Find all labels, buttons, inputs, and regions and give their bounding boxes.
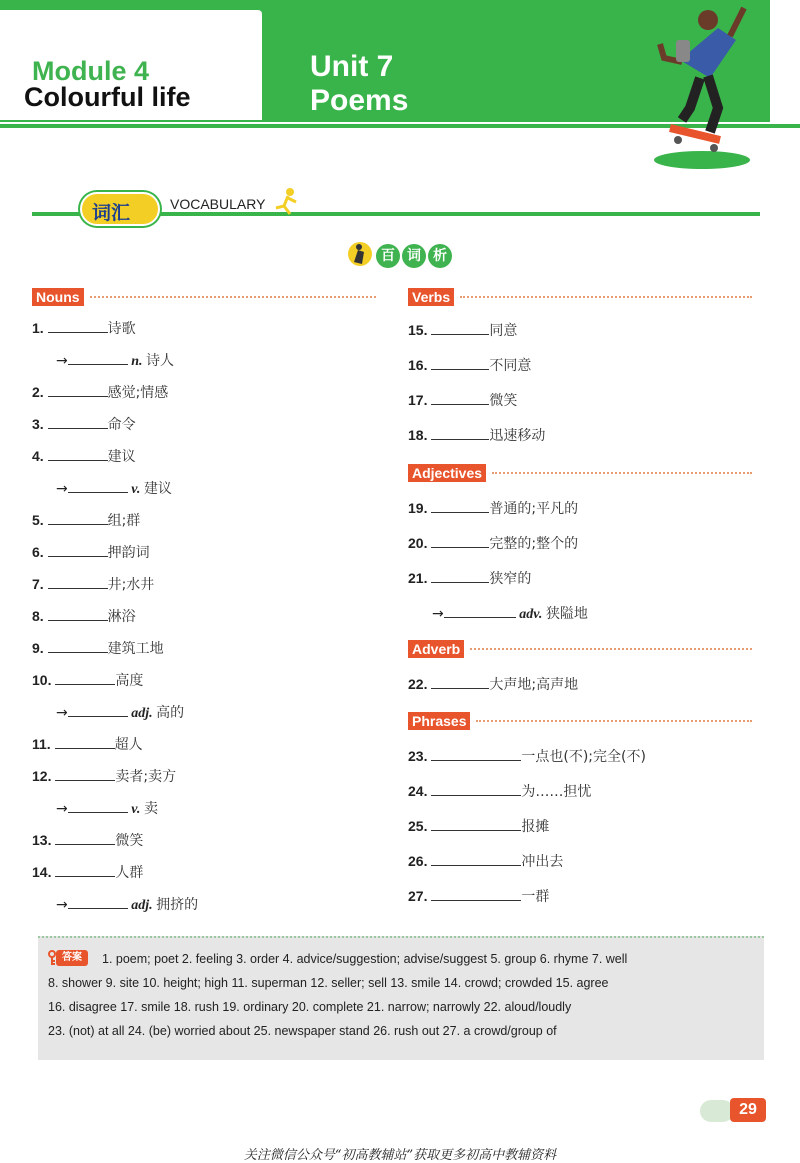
item-number: 16. [408, 357, 432, 373]
answer-line: 16. disagree 17. smile 18. rush 19. ordinary 20. complete 21. narrow; narrowly 22. aloud/loudly [48, 1000, 572, 1014]
chinese-meaning: 高度 [115, 673, 144, 689]
answer-blank[interactable] [68, 801, 128, 813]
chinese-meaning: 建议 [107, 449, 136, 465]
unit-title: Poems [310, 84, 409, 117]
unit-number: Unit 7 [310, 50, 394, 83]
chinese-meaning: 押韵词 [107, 545, 150, 561]
chinese-meaning: 命令 [107, 417, 136, 433]
answer-blank[interactable] [55, 673, 115, 685]
chinese-meaning: 为……担忧 [521, 784, 592, 800]
chinese-meaning: 卖 [143, 801, 158, 817]
vocab-item [408, 816, 549, 836]
module-title: Colourful life [24, 82, 191, 112]
vocab-item [32, 734, 143, 754]
vocab-item [408, 355, 531, 375]
chinese-meaning: 组;群 [107, 513, 141, 529]
answer-blank[interactable] [431, 323, 489, 335]
key-icon [48, 950, 56, 966]
item-number: 3. [32, 416, 48, 432]
section-phrases [408, 712, 752, 730]
runner-icon [272, 186, 302, 218]
answer-key-label: 答案 [56, 950, 88, 966]
vocab-item [408, 498, 578, 518]
answer-blank[interactable] [55, 833, 115, 845]
answer-blank[interactable] [431, 784, 521, 796]
answer-blank[interactable] [431, 571, 489, 583]
vocab-item [56, 350, 174, 370]
arrow-icon: → [56, 897, 68, 913]
answer-blank[interactable] [431, 819, 521, 831]
answer-blank[interactable] [431, 358, 489, 370]
chinese-meaning: 微笑 [115, 833, 144, 849]
item-number: 19. [408, 500, 432, 516]
answer-blank[interactable] [48, 513, 108, 525]
answer-blank[interactable] [48, 577, 108, 589]
chinese-meaning: 高的 [156, 705, 185, 721]
vocab-item [32, 414, 136, 434]
item-number: 10. [32, 672, 56, 688]
dotted-rule [470, 648, 752, 650]
chinese-meaning: 狭隘地 [545, 606, 588, 622]
vocab-item [432, 603, 588, 623]
item-number: 5. [32, 512, 48, 528]
vocab-item [32, 830, 143, 850]
chinese-meaning: 拥挤的 [156, 897, 199, 913]
chinese-meaning: 感觉;情感 [107, 385, 169, 401]
arrow-icon: → [56, 481, 68, 497]
page-number-swirl [700, 1100, 734, 1122]
dotted-rule [476, 720, 752, 722]
item-number: 22. [408, 676, 432, 692]
chinese-meaning: 不同意 [489, 358, 532, 374]
word-analysis-char: 析 [428, 244, 452, 268]
answer-blank[interactable] [444, 606, 516, 618]
answer-blank[interactable] [431, 889, 521, 901]
answer-blank[interactable] [431, 677, 489, 689]
vocab-item [408, 781, 591, 801]
section-label: Phrases [408, 712, 470, 730]
vocab-item [32, 670, 143, 690]
item-number: 2. [32, 384, 48, 400]
item-number: 23. [408, 748, 432, 764]
answer-blank[interactable] [431, 854, 521, 866]
vocab-item [56, 894, 198, 914]
chinese-meaning: 一点也(不);完全(不) [521, 749, 646, 765]
part-of-speech: adv. [515, 607, 546, 622]
item-number: 18. [408, 427, 432, 443]
chinese-meaning: 报摊 [521, 819, 550, 835]
item-number: 14. [32, 864, 56, 880]
vocab-item [408, 320, 517, 340]
page-header [0, 0, 800, 170]
dotted-rule [460, 296, 752, 298]
vocabulary-badge-text: 词汇 [92, 202, 131, 224]
item-number: 1. [32, 320, 48, 336]
chinese-meaning: 普通的;平凡的 [489, 501, 579, 517]
chinese-meaning: 诗歌 [107, 321, 136, 337]
page-number-badge [700, 1098, 770, 1124]
reader-icon [346, 240, 372, 270]
answer-blank[interactable] [431, 428, 489, 440]
chinese-meaning: 完整的;整个的 [489, 536, 579, 552]
arrow-icon: → [56, 801, 68, 817]
answer-blank[interactable] [48, 385, 108, 397]
arrow-icon: → [432, 606, 444, 622]
answer-key-badge [48, 950, 88, 968]
chinese-meaning: 超人 [114, 737, 143, 753]
answer-blank[interactable] [431, 536, 489, 548]
item-number: 9. [32, 640, 48, 656]
chinese-meaning: 人群 [115, 865, 144, 881]
item-number: 13. [32, 832, 56, 848]
answer-blank[interactable] [68, 353, 128, 365]
item-number: 26. [408, 853, 432, 869]
vocab-item [32, 510, 140, 530]
page-number: 29 [730, 1098, 766, 1122]
section-label: Nouns [32, 288, 84, 306]
answer-blank[interactable] [55, 769, 115, 781]
item-number: 27. [408, 888, 432, 904]
vocab-item [408, 425, 545, 445]
item-number: 8. [32, 608, 48, 624]
answer-blank[interactable] [48, 321, 108, 333]
part-of-speech: v. [127, 802, 144, 817]
item-number: 4. [32, 448, 48, 464]
section-label: Adverb [408, 640, 464, 658]
footer-note: 关注微信公众号“初高教辅站”获取更多初高中教辅资料 [243, 1148, 557, 1163]
item-number: 15. [408, 322, 432, 338]
skateboarder-illustration [640, 0, 760, 175]
answer-blank[interactable] [55, 865, 115, 877]
vocab-item [32, 606, 136, 626]
section-nouns [32, 288, 376, 306]
vocab-item [408, 851, 563, 871]
vocabulary-badge [80, 192, 160, 226]
answer-blank[interactable] [431, 501, 489, 513]
dotted-rule [90, 296, 376, 298]
answer-blank[interactable] [48, 545, 108, 557]
vocab-item [32, 382, 168, 402]
vocab-item [408, 886, 549, 906]
answer-line: 23. (not) at all 24. (be) worried about 25. newspaper stand 26. rush out 27. a crowd/group of [48, 1024, 557, 1038]
chinese-meaning: 井;水井 [107, 577, 155, 593]
answer-blank[interactable] [431, 749, 521, 761]
item-number: 25. [408, 818, 432, 834]
module-number: Module 4 [32, 56, 150, 86]
chinese-meaning: 微笑 [489, 393, 518, 409]
vocab-item [56, 478, 172, 498]
answer-blank[interactable] [55, 737, 115, 749]
item-number: 21. [408, 570, 432, 586]
answer-blank[interactable] [68, 897, 128, 909]
item-number: 6. [32, 544, 48, 560]
part-of-speech: adj. [127, 706, 157, 721]
vocab-item [408, 568, 531, 588]
section-adverb [408, 640, 752, 658]
chinese-meaning: 淋浴 [107, 609, 136, 625]
vocabulary-label: VOCABULARY [166, 196, 269, 212]
answer-blank[interactable] [431, 393, 489, 405]
answer-line: 8. shower 9. site 10. height; high 11. superman 12. seller; sell 13. smile 14. crowd; crowded 15. agree [48, 976, 609, 990]
arrow-icon: → [56, 353, 68, 369]
word-analysis-char: 百 [376, 244, 400, 268]
item-number: 7. [32, 576, 48, 592]
vocab-item [32, 542, 150, 562]
vocab-item [56, 798, 158, 818]
item-number: 17. [408, 392, 432, 408]
vocab-item [408, 390, 517, 410]
chinese-meaning: 诗人 [146, 353, 175, 369]
section-label: Adjectives [408, 464, 486, 482]
vocab-item [32, 446, 136, 466]
vocab-item [56, 702, 184, 722]
word-analysis-char: 词 [402, 244, 426, 268]
chinese-meaning: 同意 [489, 323, 518, 339]
section-adjectives [408, 464, 752, 482]
chinese-meaning: 冲出去 [521, 854, 564, 870]
answer-blank[interactable] [48, 641, 108, 653]
arrow-icon: → [56, 705, 68, 721]
vocab-item [32, 862, 143, 882]
item-number: 20. [408, 535, 432, 551]
vocab-item [32, 638, 164, 658]
vocab-item [32, 766, 176, 786]
part-of-speech: v. [127, 482, 144, 497]
section-label: Verbs [408, 288, 454, 306]
vocab-item [408, 533, 578, 553]
chinese-meaning: 建筑工地 [107, 641, 164, 657]
chinese-meaning: 狭窄的 [489, 571, 532, 587]
vocab-item [408, 674, 578, 694]
item-number: 11. [32, 736, 55, 752]
vocab-item [32, 318, 136, 338]
part-of-speech: adj. [127, 898, 157, 913]
item-number: 24. [408, 783, 432, 799]
word-analysis-title [346, 240, 454, 270]
answer-blank[interactable] [48, 609, 108, 621]
part-of-speech: n. [127, 354, 147, 369]
chinese-meaning: 迅速移动 [489, 428, 546, 444]
answer-blank[interactable] [68, 705, 128, 717]
chinese-meaning: 建议 [143, 481, 172, 497]
chinese-meaning: 一群 [521, 889, 550, 905]
chinese-meaning: 大声地;高声地 [489, 677, 579, 693]
vocab-item [408, 746, 646, 766]
answer-blank[interactable] [48, 449, 108, 461]
item-number: 12. [32, 768, 56, 784]
answer-line: 1. poem; poet 2. feeling 3. order 4. advice/suggestion; advise/suggest 5. group 6. rhyme 7. well [102, 952, 628, 966]
answer-blank[interactable] [68, 481, 128, 493]
chinese-meaning: 卖者;卖方 [115, 769, 177, 785]
section-verbs [408, 288, 752, 306]
dotted-rule [492, 472, 752, 474]
vocab-item [32, 574, 154, 594]
answer-blank[interactable] [48, 417, 108, 429]
